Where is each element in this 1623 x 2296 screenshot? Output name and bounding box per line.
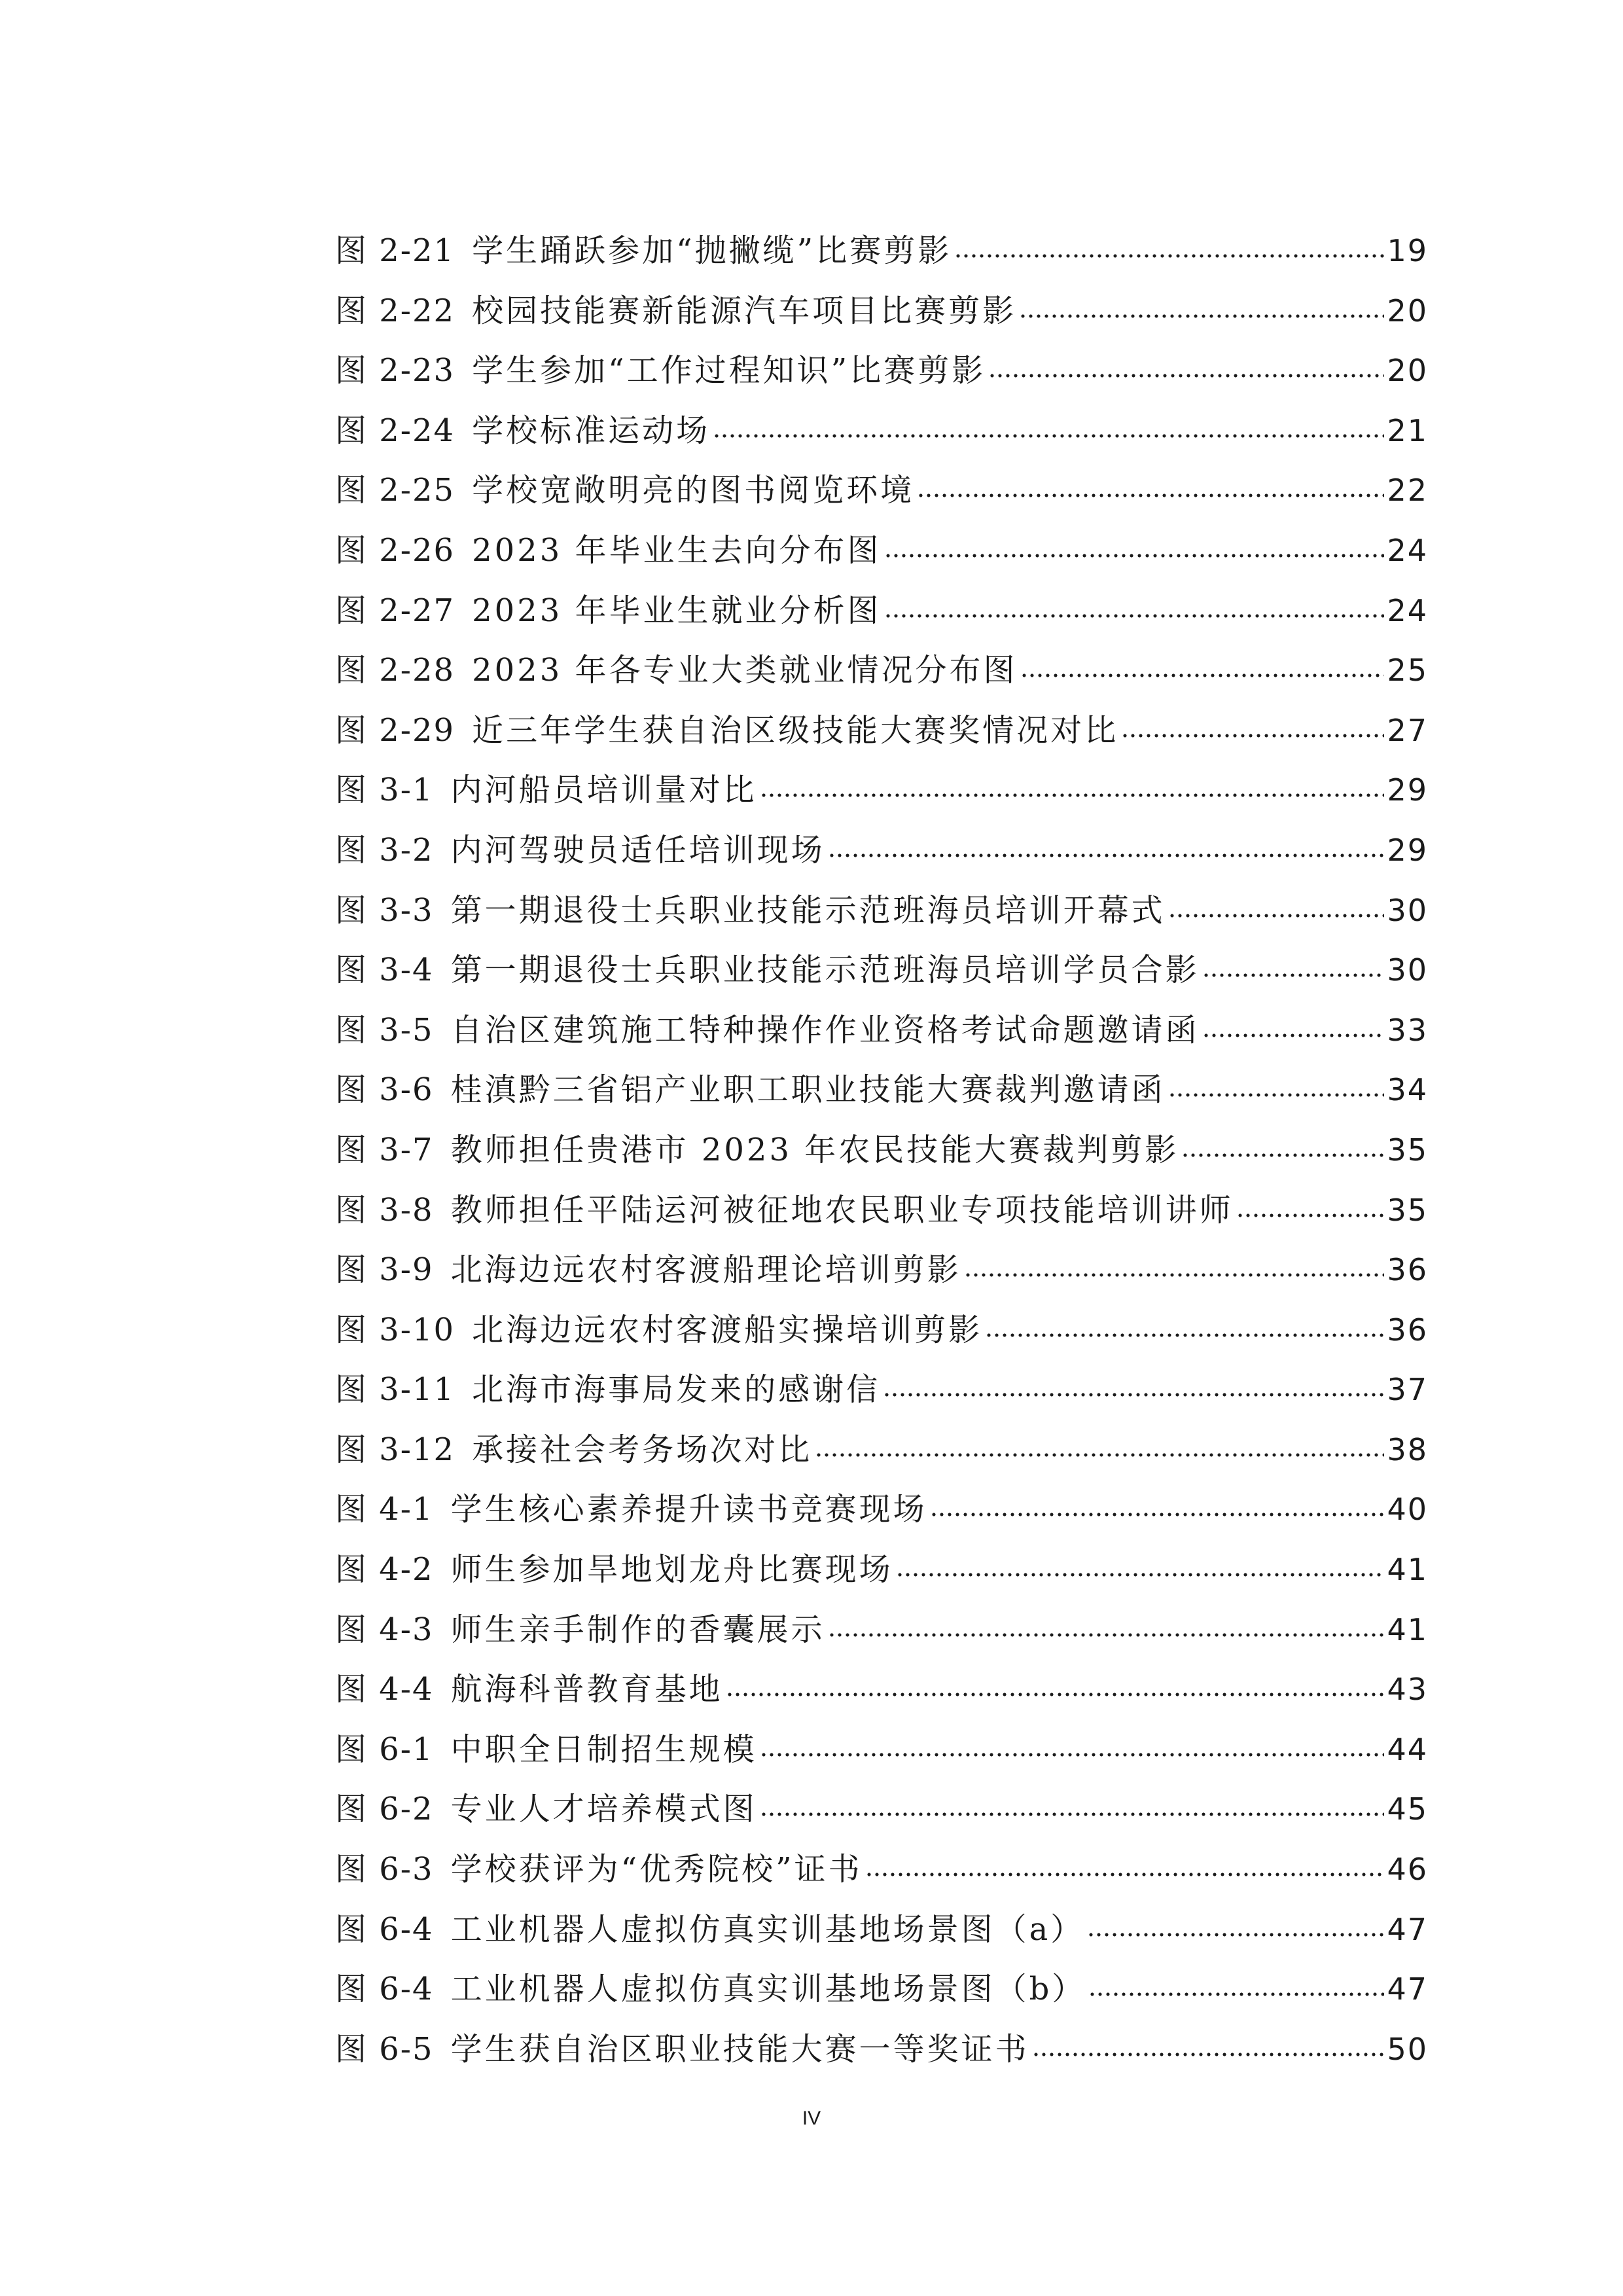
figure-number: 图 2-25 (335, 472, 455, 509)
toc-entry[interactable] (335, 821, 1428, 881)
figure-title: 航海科普教育基地 (450, 1671, 723, 1708)
figure-title: 专业人才培养模式图 (450, 1791, 757, 1828)
figure-title: 教师担任平陆运河被征地农民职业专项技能培训讲师 (450, 1191, 1234, 1229)
figure-number: 图 4-2 (335, 1551, 434, 1588)
figure-title: 中职全日制招生规模 (450, 1731, 757, 1768)
page-ref: 33 (1387, 1012, 1428, 1048)
page-ref: 21 (1387, 412, 1428, 448)
figure-title: 工业机器人虚拟仿真实训基地场景图（b） (450, 1971, 1086, 2008)
figure-number: 图 3-8 (335, 1191, 434, 1229)
figure-number: 图 3-5 (335, 1011, 434, 1049)
page-ref: 43 (1387, 1672, 1428, 1708)
figure-title: 北海边远农村客渡船理论培训剪影 (450, 1251, 961, 1289)
figure-number: 图 2-28 (335, 652, 455, 689)
page-ref: 24 (1387, 592, 1428, 628)
figure-title: 2023 年毕业生去向分布图 (472, 531, 882, 569)
dot-leader (1202, 971, 1385, 979)
page-ref: 36 (1387, 1312, 1428, 1348)
dot-leader (828, 1631, 1385, 1639)
figure-number: 图 4-4 (335, 1671, 434, 1708)
figure-number: 图 3-4 (335, 952, 434, 989)
figure-number: 图 3-1 (335, 772, 434, 809)
figure-number: 图 2-29 (335, 711, 455, 749)
figure-title: 内河船员培训量对比 (450, 772, 757, 809)
dot-leader (1087, 1931, 1384, 1939)
dot-leader (884, 612, 1385, 620)
figure-number: 图 2-21 (335, 232, 455, 269)
figure-title: 工业机器人虚拟仿真实训基地场景图（a） (450, 1910, 1085, 1948)
page-ref: 27 (1387, 712, 1428, 748)
figure-title: 承接社会考务场次对比 (472, 1431, 813, 1468)
toc-entry[interactable] (335, 941, 1428, 1001)
dot-leader (713, 432, 1384, 440)
figure-number: 图 3-6 (335, 1071, 434, 1109)
figure-title: 学生踊跃参加“抛撇缆”比赛剪影 (472, 232, 952, 269)
figure-title: 学校获评为“优秀院校”证书 (450, 1851, 863, 1888)
figure-number: 图 4-1 (335, 1491, 434, 1528)
dot-leader (1181, 1151, 1384, 1159)
toc-entry[interactable] (335, 401, 1428, 461)
figure-number: 图 3-10 (335, 1311, 455, 1348)
page-ref: 30 (1387, 952, 1428, 988)
toc-entry[interactable] (335, 1060, 1428, 1121)
figure-number: 图 3-3 (335, 891, 434, 929)
figure-title: 学生核心素养提升读书竞赛现场 (450, 1491, 927, 1528)
figure-title: 桂滇黔三省铝产业职工职业技能大赛裁判邀请函 (450, 1071, 1166, 1109)
dot-leader (988, 372, 1384, 380)
figure-number: 图 3-12 (335, 1431, 455, 1468)
dot-leader (964, 1271, 1385, 1279)
toc-entry[interactable] (335, 881, 1428, 941)
toc-entry[interactable] (335, 1840, 1428, 1900)
figure-number: 图 6-4 (335, 1971, 434, 2008)
page-ref: 19 (1387, 233, 1428, 268)
figure-number: 图 2-27 (335, 592, 455, 629)
dot-leader (884, 552, 1385, 560)
page-ref: 25 (1387, 653, 1428, 689)
page-ref: 41 (1387, 1552, 1428, 1588)
toc-entry[interactable] (335, 1240, 1428, 1300)
toc-entry[interactable] (335, 1600, 1428, 1660)
dot-leader (760, 1751, 1385, 1759)
figure-number: 图 3-7 (335, 1131, 434, 1168)
figure-number: 图 2-24 (335, 412, 455, 449)
toc-entry[interactable] (335, 1480, 1428, 1540)
figure-number: 图 6-1 (335, 1731, 434, 1768)
figure-number: 图 3-11 (335, 1371, 455, 1408)
figure-title: 2023 年毕业生就业分析图 (472, 592, 882, 629)
page-ref: 35 (1387, 1192, 1428, 1228)
figure-number: 图 2-23 (335, 352, 455, 389)
toc-entry[interactable] (335, 1420, 1428, 1480)
toc-entry[interactable] (335, 1780, 1428, 1840)
page-ref: 47 (1387, 1971, 1428, 2007)
dot-leader (917, 492, 1384, 499)
figure-title: 校园技能赛新能源汽车项目比赛剪影 (472, 292, 1017, 329)
page-ref: 22 (1387, 473, 1428, 509)
page-ref: 45 (1387, 1791, 1428, 1827)
page-ref: 35 (1387, 1132, 1428, 1168)
toc-entry[interactable] (335, 1300, 1428, 1361)
figure-title: 2023 年各专业大类就业情况分布图 (472, 652, 1018, 689)
toc-entry[interactable] (335, 341, 1428, 401)
dot-leader (1019, 312, 1384, 320)
figure-title: 学校标准运动场 (472, 412, 711, 449)
toc-entry[interactable] (335, 221, 1428, 281)
figure-title: 教师担任贵港市 2023 年农民技能大赛裁判剪影 (450, 1131, 1179, 1168)
figure-title: 北海边远农村客渡船实操培训剪影 (472, 1311, 983, 1348)
figure-title: 北海市海事局发来的感谢信 (472, 1371, 881, 1408)
dot-leader (726, 1691, 1385, 1698)
dot-leader (815, 1451, 1384, 1459)
dot-leader (930, 1511, 1385, 1518)
figure-number: 图 3-9 (335, 1251, 434, 1289)
page-ref: 50 (1387, 2031, 1428, 2067)
dot-leader (760, 791, 1385, 799)
figure-title: 学校宽敞明亮的图书阅览环境 (472, 472, 915, 509)
figure-number: 图 6-3 (335, 1851, 434, 1888)
page-ref: 47 (1387, 1911, 1428, 1947)
page-ref: 24 (1387, 532, 1428, 568)
dot-leader (760, 1810, 1385, 1818)
dot-leader (1168, 1091, 1385, 1099)
figure-number: 图 2-26 (335, 531, 455, 569)
figure-number: 图 6-2 (335, 1791, 434, 1828)
page-ref: 30 (1387, 892, 1428, 928)
figure-number: 图 3-2 (335, 831, 434, 869)
toc-entry[interactable] (335, 1900, 1428, 1960)
dot-leader (828, 852, 1385, 859)
figure-title: 学生参加“工作过程知识”比赛剪影 (472, 352, 986, 389)
figure-number: 图 4-3 (335, 1611, 434, 1648)
dot-leader (985, 1331, 1384, 1339)
list-of-figures (335, 221, 1428, 2079)
dot-leader (1236, 1211, 1385, 1219)
toc-entry[interactable] (335, 641, 1428, 701)
page-number: IV (802, 2108, 821, 2129)
dot-leader (896, 1571, 1385, 1579)
toc-entry[interactable] (335, 1001, 1428, 1061)
page-ref: 41 (1387, 1611, 1428, 1647)
figure-title: 第一期退役士兵职业技能示范班海员培训开幕式 (450, 891, 1166, 929)
toc-entry[interactable] (335, 761, 1428, 821)
page-ref: 38 (1387, 1431, 1428, 1467)
figure-title: 自治区建筑施工特种操作作业资格考试命题邀请函 (450, 1011, 1200, 1049)
dot-leader (954, 252, 1384, 260)
figure-number: 图 2-22 (335, 292, 455, 329)
dot-leader (1202, 1031, 1385, 1039)
page-ref: 37 (1387, 1372, 1428, 1408)
toc-entry[interactable] (335, 1720, 1428, 1780)
toc-entry[interactable] (335, 1181, 1428, 1241)
toc-entry[interactable] (335, 1660, 1428, 1720)
toc-entry[interactable] (335, 2020, 1428, 2080)
figure-title: 第一期退役士兵职业技能示范班海员培训学员合影 (450, 952, 1200, 989)
toc-entry[interactable] (335, 521, 1428, 581)
page-ref: 46 (1387, 1852, 1428, 1888)
dot-leader (1121, 732, 1384, 740)
dot-leader (865, 1871, 1385, 1878)
toc-entry[interactable] (335, 581, 1428, 641)
page-ref: 44 (1387, 1731, 1428, 1767)
dot-leader (1032, 2051, 1385, 2058)
page-ref: 29 (1387, 772, 1428, 808)
toc-entry[interactable] (335, 701, 1428, 761)
toc-entry[interactable] (335, 1540, 1428, 1600)
toc-entry[interactable] (335, 1121, 1428, 1181)
figure-number: 图 6-5 (335, 2030, 434, 2068)
page-ref: 20 (1387, 293, 1428, 329)
dot-leader (1088, 1990, 1384, 1998)
figure-title: 师生亲手制作的香囊展示 (450, 1611, 825, 1648)
page-ref: 40 (1387, 1492, 1428, 1528)
toc-entry[interactable] (335, 281, 1428, 342)
page-ref: 36 (1387, 1252, 1428, 1288)
page-ref: 20 (1387, 353, 1428, 389)
dot-leader (1020, 672, 1385, 679)
toc-entry[interactable] (335, 1960, 1428, 2020)
figure-number: 图 6-4 (335, 1910, 434, 1948)
figure-title: 内河驾驶员适任培训现场 (450, 831, 825, 869)
dot-leader (1168, 912, 1385, 920)
toc-entry[interactable] (335, 1360, 1428, 1420)
figure-title: 师生参加旱地划龙舟比赛现场 (450, 1551, 893, 1588)
figure-title: 近三年学生获自治区级技能大赛奖情况对比 (472, 711, 1119, 749)
figure-title: 学生获自治区职业技能大赛一等奖证书 (450, 2030, 1029, 2068)
dot-leader (883, 1391, 1384, 1399)
page-ref: 34 (1387, 1072, 1428, 1108)
toc-entry[interactable] (335, 461, 1428, 521)
page-ref: 29 (1387, 832, 1428, 868)
